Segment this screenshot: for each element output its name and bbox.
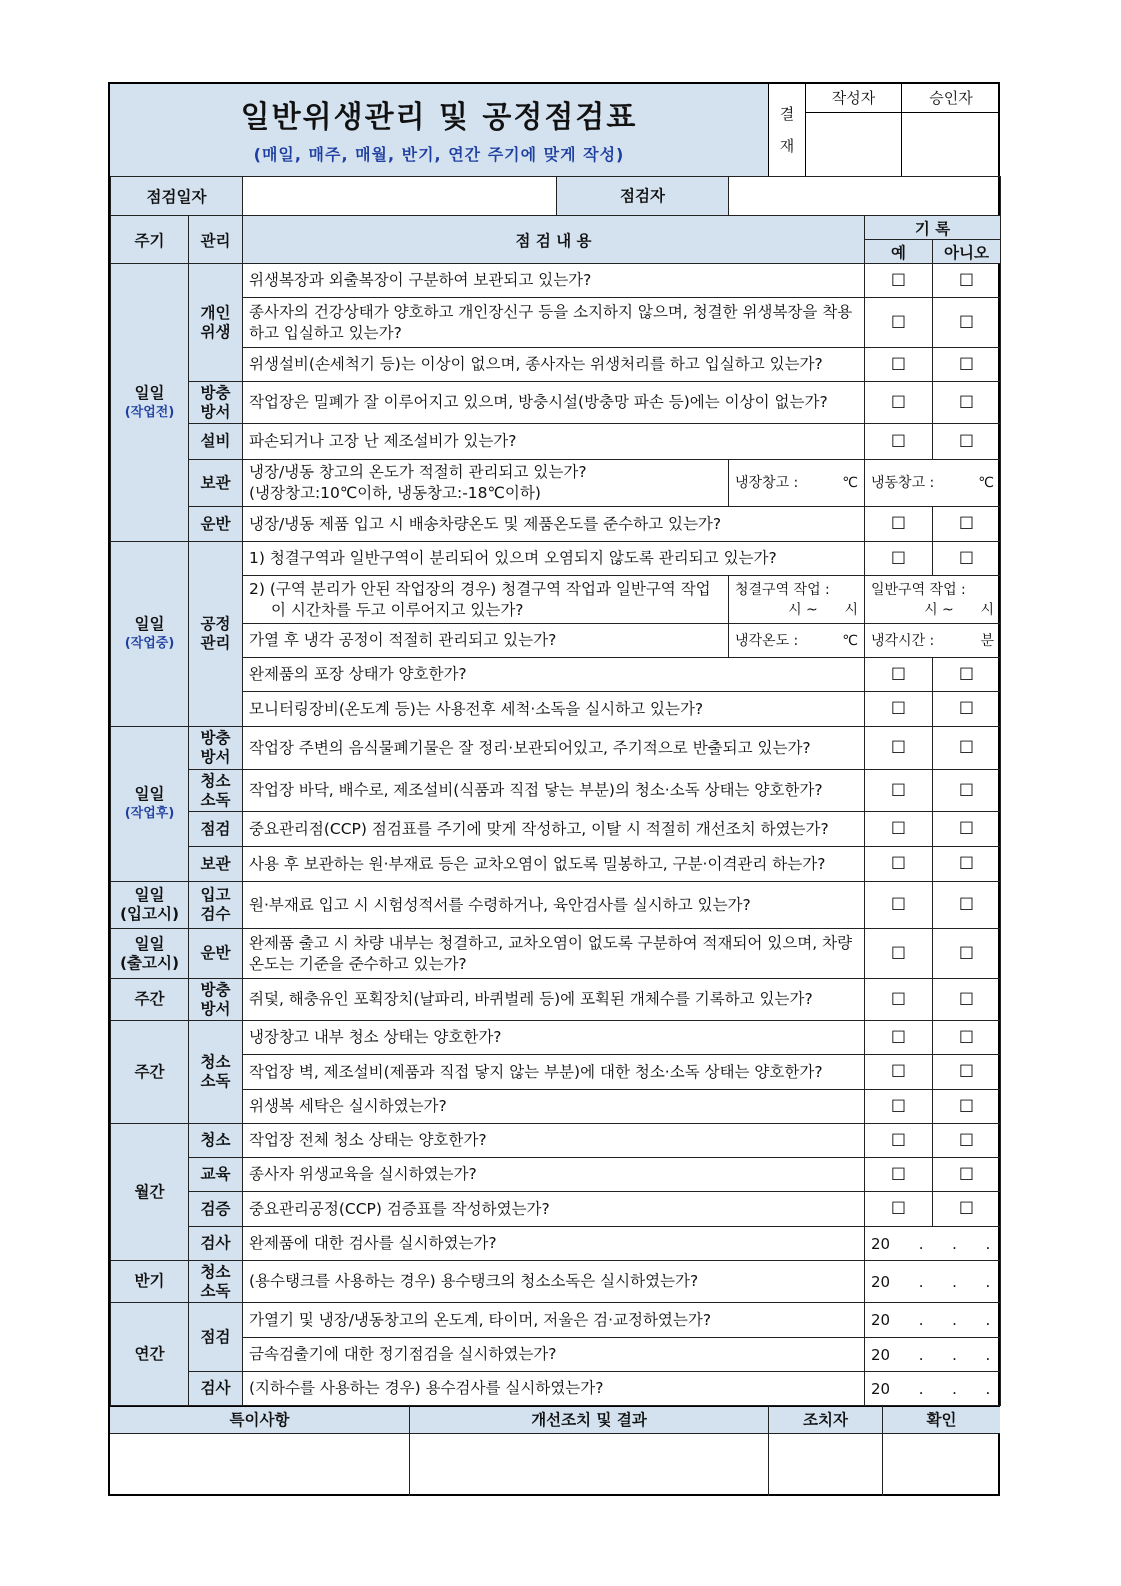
yes-checkbox[interactable]: ☐ <box>865 424 933 460</box>
item-text: 작업장 벽, 제조설비(제품과 직접 닿지 않는 부분)에 대한 청소·소독 상태는 양호한가? <box>243 1055 865 1090</box>
col-mgmt: 관리 <box>189 216 243 264</box>
no-checkbox[interactable]: ☐ <box>933 1124 1001 1158</box>
mgmt-line: 방충 <box>200 729 231 747</box>
mgmt-line: 청소 <box>200 1053 231 1071</box>
cycle-daily-in <box>111 882 189 929</box>
confirm-label: 확인 <box>883 1406 1000 1434</box>
no-checkbox[interactable]: ☐ <box>933 812 1001 847</box>
item-text: 완제품에 대한 검사를 실시하였는가? <box>243 1227 865 1261</box>
mgmt-clean <box>189 770 243 812</box>
no-checkbox[interactable]: ☐ <box>933 1192 1001 1227</box>
mgmt-line: 소독 <box>200 790 231 809</box>
yes-checkbox[interactable]: ☐ <box>865 542 933 576</box>
cycle-sub: (작업후) <box>124 806 175 821</box>
mgmt-personal <box>189 264 243 382</box>
yes-checkbox[interactable]: ☐ <box>865 1021 933 1055</box>
table-row <box>111 382 1001 424</box>
item-text: 냉장창고 내부 청소 상태는 양호한가? <box>243 1021 865 1055</box>
unit: ℃ <box>842 632 858 649</box>
yes-checkbox[interactable]: ☐ <box>865 929 933 979</box>
table-row <box>111 847 1001 882</box>
yes-checkbox[interactable]: ☐ <box>865 658 933 692</box>
special-notes-label: 특이사항 <box>110 1406 409 1434</box>
no-checkbox[interactable]: ☐ <box>933 727 1001 770</box>
mgmt-line: 방충 <box>200 980 231 999</box>
mgmt-line: 방서 <box>200 402 231 421</box>
item-text: 작업장 바닥, 배수로, 제조설비(식품과 직접 닿는 부분)의 청소·소독 상태는 양호한가? <box>243 770 865 812</box>
approval-char-2: 재 <box>779 137 795 155</box>
yes-checkbox[interactable]: ☐ <box>865 979 933 1021</box>
mgmt-test: 검사 <box>189 1372 243 1406</box>
mgmt-receive <box>189 882 243 929</box>
table-row <box>111 1227 1001 1261</box>
inspector-input[interactable] <box>729 177 1001 216</box>
cycle-monthly: 월간 <box>111 1124 189 1261</box>
no-checkbox[interactable]: ☐ <box>933 1055 1001 1090</box>
mgmt-line: 방서 <box>200 999 231 1018</box>
footer-section <box>110 1406 1000 1496</box>
cycle-weekly: 주간 <box>111 979 189 1021</box>
item-text: (지하수를 사용하는 경우) 용수검사를 실시하였는가? <box>243 1372 865 1406</box>
special-notes-cell[interactable] <box>110 1406 410 1496</box>
cooling-temp-label: 냉각온도 : <box>735 632 799 649</box>
date-field[interactable]: 20 . . . <box>865 1227 1001 1261</box>
approver-sign-box[interactable] <box>902 84 1000 176</box>
cooling-time-field[interactable] <box>865 624 1001 658</box>
table-row <box>111 929 1001 979</box>
general-zone-time-field[interactable] <box>865 576 1001 624</box>
time-range: 시 ~ 시 <box>788 601 858 618</box>
corrective-action-label: 개선조치 및 결과 <box>410 1406 768 1434</box>
actor-label: 조치자 <box>769 1406 882 1434</box>
date-field[interactable] <box>243 177 729 216</box>
no-checkbox[interactable]: ☐ <box>933 929 1001 979</box>
mgmt-clean <box>189 1261 243 1303</box>
fridge-label: 냉장창고 : <box>735 475 799 491</box>
item-text: 종사자의 건강상태가 양호하고 개인장신구 등을 소지하지 않으며, 청결한 위생복장을 착용하고 입실하고 있는가? <box>243 298 865 348</box>
time-range: 시 ~ 시 <box>924 601 995 618</box>
table-row <box>111 882 1001 929</box>
form-header <box>110 84 1000 177</box>
cycle-half: 반기 <box>111 1261 189 1303</box>
column-header-row <box>111 216 1001 240</box>
yes-checkbox[interactable]: ☐ <box>865 1158 933 1192</box>
table-row <box>111 348 1001 382</box>
cooling-temp-field[interactable] <box>729 624 865 658</box>
yes-checkbox[interactable]: ☐ <box>865 264 933 298</box>
yes-checkbox[interactable]: ☐ <box>865 847 933 882</box>
table-row <box>111 1055 1001 1090</box>
item-text <box>243 576 729 624</box>
table-row <box>111 1372 1001 1406</box>
item-text: 금속검출기에 대한 정기점검을 실시하였는가? <box>243 1338 865 1372</box>
item-text: 원·부재료 입고 시 시험성적서를 수령하거나, 육안검사를 실시하고 있는가? <box>243 882 865 929</box>
no-checkbox[interactable]: ☐ <box>933 424 1001 460</box>
table-row <box>111 576 1001 624</box>
table-row <box>111 1192 1001 1227</box>
table-row <box>111 298 1001 348</box>
no-checkbox[interactable]: ☐ <box>933 507 1001 542</box>
unit: ℃ <box>842 475 858 491</box>
yes-checkbox[interactable]: ☐ <box>865 812 933 847</box>
date-field[interactable]: 20 . . . <box>865 1372 1001 1406</box>
yes-checkbox[interactable]: ☐ <box>865 727 933 770</box>
cycle-daily-mid <box>111 542 189 727</box>
yes-checkbox[interactable]: ☐ <box>865 1090 933 1124</box>
item-text: 중요관리공정(CCP) 검증표를 작성하였는가? <box>243 1192 865 1227</box>
table-row <box>111 770 1001 812</box>
mgmt-test: 검사 <box>189 1227 243 1261</box>
inspector-label: 점검자 <box>557 177 728 215</box>
item-text: 작업장 주변의 음식물폐기물은 잘 정리·보관되어있고, 주기적으로 반출되고 있는가? <box>243 727 865 770</box>
no-checkbox[interactable]: ☐ <box>933 348 1001 382</box>
mgmt-clean <box>189 1021 243 1124</box>
corrective-action-cell[interactable] <box>410 1406 769 1496</box>
mgmt-storage: 보관 <box>189 847 243 882</box>
item-text <box>243 460 729 507</box>
author-label: 작성자 <box>806 84 901 113</box>
page-subtitle: (매일, 매주, 매월, 반기, 연간 주기에 맞게 작성) <box>253 145 625 164</box>
author-sign-box[interactable] <box>806 84 902 176</box>
table-row <box>111 692 1001 727</box>
no-checkbox[interactable]: ☐ <box>933 979 1001 1021</box>
item-text: 가열기 및 냉장/냉동창고의 온도계, 타이머, 저울은 검·교정하였는가? <box>243 1303 865 1338</box>
mgmt-line: 소독 <box>200 1281 231 1300</box>
mgmt-process <box>189 542 243 727</box>
no-checkbox[interactable]: ☐ <box>933 1158 1001 1192</box>
freezer-label: 냉동창고 : <box>871 475 935 491</box>
cycle-label: 일일 <box>134 785 165 803</box>
item-text: 종사자 위생교육을 실시하였는가? <box>243 1158 865 1192</box>
mgmt-pest <box>189 382 243 424</box>
mgmt-line: 청소 <box>200 771 231 790</box>
mgmt-cleaning: 청소 <box>189 1124 243 1158</box>
item-text: 완제품의 포장 상태가 양호한가? <box>243 658 865 692</box>
table-row <box>111 624 1001 658</box>
table-row <box>111 727 1001 770</box>
fridge-temp-field[interactable] <box>729 460 865 507</box>
unit: 분 <box>980 632 995 649</box>
item-text: 완제품 출고 시 차량 내부는 청결하고, 교차오염이 없도록 구분하여 적재되어 있으며, 차량온도는 기준을 준수하고 있는가? <box>243 929 865 979</box>
table-row <box>111 1303 1001 1338</box>
item-text: 모니터링장비(온도계 등)는 사용전후 세척·소독을 실시하고 있는가? <box>243 692 865 727</box>
item-line: 2) (구역 분리가 안된 작업장의 경우) 청결구역 작업과 일반구역 작업이 시간차를 두고 이루어지고 있는가? <box>249 579 711 619</box>
table-row <box>111 1158 1001 1192</box>
yes-checkbox[interactable]: ☐ <box>865 770 933 812</box>
yes-checkbox[interactable]: ☐ <box>865 1192 933 1227</box>
approval-label <box>768 84 806 176</box>
cycle-sub: (작업중) <box>124 636 175 651</box>
table-row <box>111 1021 1001 1055</box>
no-checkbox[interactable]: ☐ <box>933 847 1001 882</box>
cooling-time-label: 냉각시간 : <box>871 632 935 649</box>
no-checkbox[interactable]: ☐ <box>933 298 1001 348</box>
mgmt-line: 관리 <box>200 634 231 652</box>
approver-label: 승인자 <box>902 84 1000 113</box>
item-text: 위생복장과 외출복장이 구분하여 보관되고 있는가? <box>243 264 865 298</box>
cycle-daily-out <box>111 929 189 979</box>
mgmt-pest <box>189 727 243 770</box>
no-checkbox[interactable]: ☐ <box>933 542 1001 576</box>
mgmt-transport: 운반 <box>189 929 243 979</box>
item-text: 작업장은 밀폐가 잘 이루어지고 있으며, 방충시설(방충망 파손 등)에는 이상이 없는가? <box>243 382 865 424</box>
mgmt-storage: 보관 <box>189 460 243 507</box>
cycle-label: 일일 <box>134 886 165 904</box>
item-text: 위생복 세탁은 실시하였는가? <box>243 1090 865 1124</box>
no-checkbox[interactable]: ☐ <box>933 658 1001 692</box>
mgmt-inspect: 점검 <box>189 812 243 847</box>
table-row <box>111 460 1001 507</box>
yes-checkbox[interactable]: ☐ <box>865 1055 933 1090</box>
table-row <box>111 812 1001 847</box>
table-row <box>111 658 1001 692</box>
table-row <box>111 264 1001 298</box>
clean-zone-label: 청결구역 작업 : <box>735 581 830 598</box>
mgmt-line: 개인 <box>200 303 231 322</box>
cycle-weekly: 주간 <box>111 1021 189 1124</box>
mgmt-inspect: 점검 <box>189 1303 243 1372</box>
item-text: 파손되거나 고장 난 제조설비가 있는가? <box>243 424 865 460</box>
col-cycle: 주기 <box>111 216 189 264</box>
no-checkbox[interactable]: ☐ <box>933 382 1001 424</box>
mgmt-line: 위생 <box>200 322 231 341</box>
table-row <box>111 424 1001 460</box>
col-content: 점 검 내 용 <box>243 216 865 264</box>
date-field[interactable]: 20 . . . <box>865 1303 1001 1338</box>
yes-checkbox[interactable]: ☐ <box>865 382 933 424</box>
table-row <box>111 979 1001 1021</box>
checklist-table <box>110 176 1001 1406</box>
cycle-daily-post <box>111 727 189 882</box>
item-text: 중요관리점(CCP) 점검표를 주기에 맞게 작성하고, 이탈 시 적절히 개선조치 하였는가? <box>243 812 865 847</box>
item-text: 위생설비(손세척기 등)는 이상이 없으며, 종사자는 위생처리를 하고 입실하고 있는가? <box>243 348 865 382</box>
general-zone-label: 일반구역 작업 : <box>871 581 966 598</box>
mgmt-line: 공정 <box>200 615 231 633</box>
date-label: 점검일자 <box>111 177 243 216</box>
mgmt-equip: 설비 <box>189 424 243 460</box>
title-box <box>110 84 768 176</box>
inspection-form <box>108 82 1000 1496</box>
cycle-label: 일일 <box>134 615 165 633</box>
cycle-annual: 연간 <box>111 1303 189 1406</box>
unit: ℃ <box>978 475 995 491</box>
freezer-temp-field[interactable] <box>865 460 1001 507</box>
cycle-sub: (입고시) <box>119 905 180 923</box>
cycle-sub: (출고시) <box>119 953 180 972</box>
item-text: 작업장 전체 청소 상태는 양호한가? <box>243 1124 865 1158</box>
cycle-daily-pre <box>111 264 189 542</box>
yes-checkbox[interactable]: ☐ <box>865 882 933 929</box>
mgmt-line: 방서 <box>200 748 231 766</box>
col-record: 기 록 <box>865 216 1001 240</box>
item-text: 가열 후 냉각 공정이 적절히 관리되고 있는가? <box>243 624 729 658</box>
mgmt-line: 방충 <box>200 383 231 402</box>
table-row <box>111 1124 1001 1158</box>
item-text: 쥐덫, 해충유인 포획장치(날파리, 바퀴벌레 등)에 포획된 개체수를 기록하고 있는가? <box>243 979 865 1021</box>
item-text: 냉장/냉동 제품 입고 시 배송차량온도 및 제품온도를 준수하고 있는가? <box>243 507 865 542</box>
yes-checkbox[interactable]: ☐ <box>865 507 933 542</box>
info-row <box>111 177 1001 216</box>
item-text: (용수탱크를 사용하는 경우) 용수탱크의 청소소독은 실시하였는가? <box>243 1261 865 1303</box>
no-checkbox[interactable]: ☐ <box>933 692 1001 727</box>
no-checkbox[interactable]: ☐ <box>933 882 1001 929</box>
clean-zone-time-field[interactable] <box>729 576 865 624</box>
confirm-cell[interactable] <box>883 1406 1000 1496</box>
mgmt-transport: 운반 <box>189 507 243 542</box>
cycle-label: 일일 <box>134 934 165 953</box>
date-field[interactable]: 20 . . . <box>865 1261 1001 1303</box>
item-text: 1) 청결구역과 일반구역이 분리되어 있으며 오염되지 않도록 관리되고 있는가? <box>243 542 865 576</box>
yes-checkbox[interactable]: ☐ <box>865 692 933 727</box>
actor-cell[interactable] <box>769 1406 883 1496</box>
cycle-sub: (작업전) <box>124 404 175 420</box>
item-line: (냉장창고:10℃이하, 냉동창고:-18℃이하) <box>249 484 541 502</box>
no-checkbox[interactable]: ☐ <box>933 770 1001 812</box>
approval-char-1: 결 <box>779 105 795 123</box>
table-row <box>111 542 1001 576</box>
item-line: 냉장/냉동 창고의 온도가 적절히 관리되고 있는가? <box>249 463 587 481</box>
no-checkbox[interactable]: ☐ <box>933 1090 1001 1124</box>
page-title: 일반위생관리 및 공정점검표 <box>240 100 638 135</box>
table-row <box>111 507 1001 542</box>
table-row <box>111 1338 1001 1372</box>
yes-checkbox[interactable]: ☐ <box>865 348 933 382</box>
yes-checkbox[interactable]: ☐ <box>865 298 933 348</box>
mgmt-pest <box>189 979 243 1021</box>
cycle-label: 일일 <box>134 383 165 402</box>
table-row <box>111 1261 1001 1303</box>
col-no: 아니오 <box>933 240 1001 264</box>
mgmt-line: 검수 <box>200 905 231 923</box>
mgmt-line: 소독 <box>200 1072 231 1090</box>
date-field[interactable]: 20 . . . <box>865 1338 1001 1372</box>
mgmt-verify: 검증 <box>189 1192 243 1227</box>
mgmt-line: 청소 <box>200 1262 231 1281</box>
col-yes: 예 <box>865 240 933 264</box>
yes-checkbox[interactable]: ☐ <box>865 1124 933 1158</box>
item-text: 사용 후 보관하는 원·부재료 등은 교차오염이 없도록 밀봉하고, 구분·이격관리 하는가? <box>243 847 865 882</box>
table-row <box>111 1090 1001 1124</box>
no-checkbox[interactable]: ☐ <box>933 264 1001 298</box>
no-checkbox[interactable]: ☐ <box>933 1021 1001 1055</box>
mgmt-line: 입고 <box>200 886 231 904</box>
mgmt-education: 교육 <box>189 1158 243 1192</box>
date-input[interactable] <box>243 177 557 215</box>
